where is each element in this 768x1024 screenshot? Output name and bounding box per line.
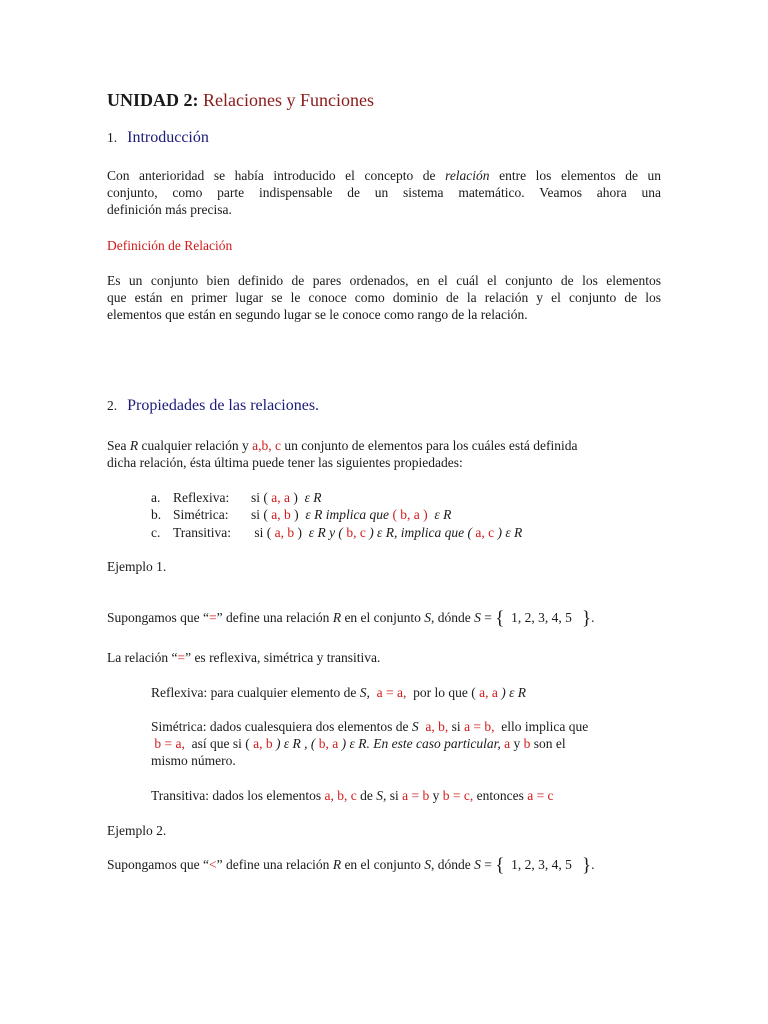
example-1-reflexive: Reflexiva: para cualquier elemento de S, a = a, por lo que ( a, a ) ε R (151, 685, 527, 700)
definition-paragraph (107, 272, 661, 323)
example-1-transitive: Transitiva: dados los elementos a, b, c de S, si a = b y b = c, entonces a = c (151, 788, 554, 803)
intro-line: Sea R cualquier relación y a,b, c un conjunto de elementos para los cuáles está definida (107, 438, 578, 453)
paragraph-line: Es un conjunto bien definido de pares ordenados, en el cuál el conjunto de los elementos (107, 273, 661, 288)
title-text: Relaciones y Funciones (203, 90, 374, 110)
text-line: b = a, así que si ( a, b ) ε R , ( b, a ) ε R. En este caso particular, a y b son el (154, 736, 566, 751)
example-1-statement: Supongamos que “=” define una relación R en el conjunto S, dónde S = { 1, 2, 3, 4, 5 }. (107, 608, 595, 629)
section-2-heading (107, 397, 319, 415)
property-item-transitive: c. Transitiva: si ( a, b ) ε R y ( b, c ) ε R, implica que ( a, c ) ε R (151, 525, 523, 540)
intro-line: dicha relación, ésta última puede tener las siguientes propiedades: (107, 455, 463, 470)
section-title: Introducción (127, 129, 209, 146)
property-item-reflexive: a. Reflexiva: si ( a, a ) ε R (151, 490, 322, 505)
title-prefix: UNIDAD 2: (107, 90, 199, 110)
text-line: Simétrica: dados cualesquiera dos elementos de S a, b, si a = b, ello implica que (151, 719, 589, 734)
paragraph-line: definición más precisa. (107, 202, 232, 217)
properties-intro (107, 437, 577, 471)
section-number: 2. (107, 398, 118, 413)
example-2-statement: Supongamos que “<” define una relación R en el conjunto S, dónde S = { 1, 2, 3, 4, 5 }. (107, 855, 595, 876)
example-1-symmetric (151, 718, 588, 769)
text-line: mismo número. (151, 753, 236, 768)
paragraph-line: elementos que están en segundo lugar se le conoce como rango de la relación. (107, 307, 528, 322)
example-1-label: Ejemplo 1. (107, 559, 167, 574)
set-elements: 1, 2, 3, 4, 5 (511, 610, 572, 625)
section-number: 1. (107, 130, 118, 145)
intro-paragraph (107, 167, 661, 218)
section-1-heading (107, 129, 209, 147)
paragraph-line: Con anterioridad se había introducido el concepto de relación entre los elementos de un (107, 168, 662, 183)
example-2-label: Ejemplo 2. (107, 823, 167, 838)
property-item-symmetric: b. Simétrica: si ( a, b ) ε R implica que ( b, a ) ε R (151, 507, 452, 522)
page-title (107, 90, 374, 111)
section-title: Propiedades de las relaciones. (127, 397, 320, 414)
example-1-claim: La relación “=” es reflexiva, simétrica y transitiva. (107, 650, 381, 665)
paragraph-line: conjunto, como parte indispensable de un sistema matemático. Veamos ahora una (107, 185, 661, 200)
set-elements: 1, 2, 3, 4, 5 (511, 857, 572, 872)
paragraph-line: que están en primer lugar se le conoce como dominio de la relación y el conjunto de los (107, 290, 661, 305)
definition-heading: Definición de Relación (107, 238, 233, 253)
